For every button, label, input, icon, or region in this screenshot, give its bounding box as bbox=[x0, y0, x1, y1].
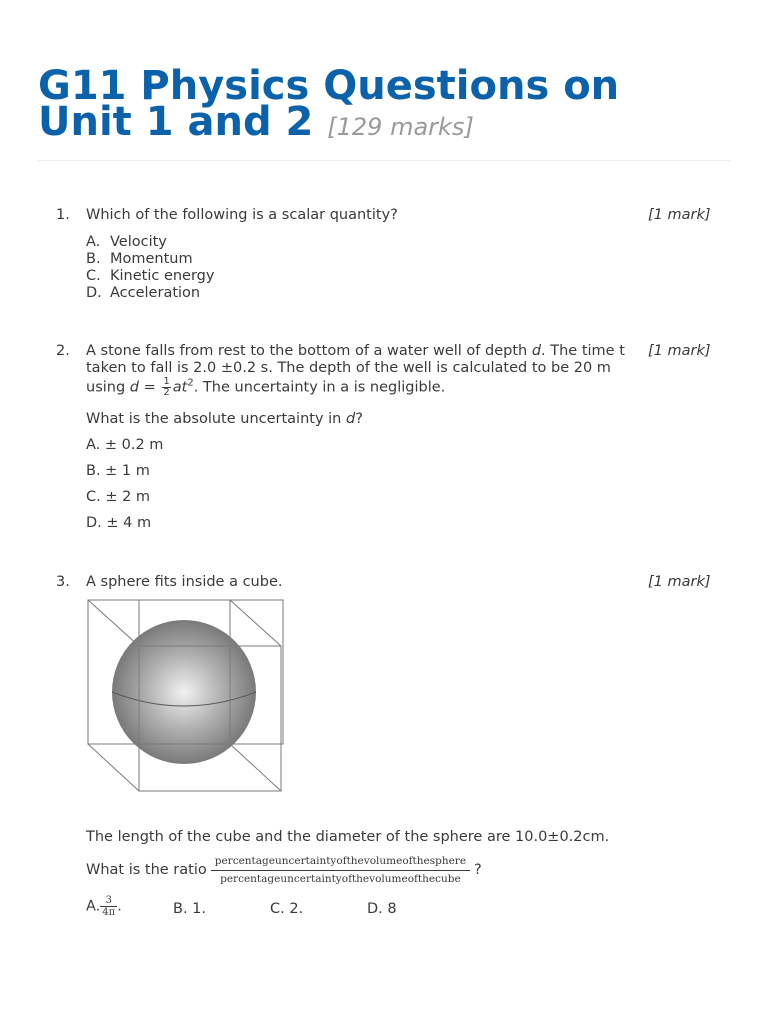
denominator: 4π bbox=[102, 907, 116, 918]
question-mark: ? bbox=[474, 862, 482, 878]
option-letter: C. bbox=[86, 268, 101, 284]
text: ? bbox=[355, 411, 363, 427]
sphere bbox=[112, 620, 256, 764]
page-title bbox=[38, 63, 738, 145]
sphere-in-cube-figure bbox=[86, 598, 286, 794]
option-c: C. 2. bbox=[270, 901, 304, 917]
option-a bbox=[86, 895, 122, 918]
total-marks: [129 marks] bbox=[327, 113, 474, 141]
numerator: 1 bbox=[163, 376, 170, 387]
variable-d: d bbox=[345, 411, 356, 427]
denominator: 2 bbox=[163, 387, 170, 398]
question-marks: [1 mark] bbox=[648, 343, 711, 359]
question-text-line-3 bbox=[86, 377, 445, 398]
fraction-3-over-4pi bbox=[100, 895, 117, 918]
option-b: B. 1. bbox=[173, 901, 207, 917]
question-text-line-2: taken to fall is 2.0 ±0.2 s. The depth of the well is calculated to be 20 m bbox=[86, 360, 611, 376]
question-prompt bbox=[86, 411, 363, 428]
question-marks: [1 mark] bbox=[648, 574, 711, 590]
text: . bbox=[117, 898, 122, 915]
option-d bbox=[86, 285, 200, 302]
option-text: Velocity bbox=[110, 234, 167, 250]
option-letter: A. bbox=[86, 898, 101, 915]
fraction-half bbox=[162, 377, 170, 398]
option-b: B. ± 1 m bbox=[86, 463, 150, 479]
text: . The uncertainty in a is negligible. bbox=[193, 379, 446, 396]
question-text: A sphere fits inside a cube. bbox=[86, 574, 283, 590]
question-number: 3. bbox=[56, 574, 70, 590]
text: . The time t bbox=[541, 343, 625, 359]
question-text-line-1 bbox=[86, 343, 625, 360]
option-c bbox=[86, 268, 214, 285]
variable-d: d bbox=[129, 379, 139, 396]
option-text: Kinetic energy bbox=[110, 268, 215, 284]
ratio-prompt bbox=[86, 853, 482, 887]
text: What is the absolute uncertainty in bbox=[86, 411, 346, 427]
title-line-2: Unit 1 and 2 bbox=[38, 99, 314, 145]
title-line-1: G11 Physics Questions on bbox=[38, 63, 620, 109]
denominator: percentageuncertaintyofthevolumeofthecube bbox=[220, 872, 461, 885]
option-a: A. ± 0.2 m bbox=[86, 437, 164, 453]
exponent: 2 bbox=[187, 377, 194, 389]
option-letter: B. bbox=[86, 251, 101, 267]
option-a bbox=[86, 234, 167, 251]
cube-sphere-statement: The length of the cube and the diameter of the sphere are 10.0±0.2cm. bbox=[86, 829, 610, 845]
question-number: 2. bbox=[56, 343, 70, 359]
option-text: Momentum bbox=[110, 251, 193, 267]
question-text: Which of the following is a scalar quantity? bbox=[86, 207, 398, 223]
question-marks: [1 mark] bbox=[648, 207, 711, 223]
ratio-fraction bbox=[211, 855, 470, 886]
option-b bbox=[86, 251, 193, 268]
text: A stone falls from rest to the bottom of a water well of depth bbox=[86, 343, 532, 359]
numerator: percentageuncertaintyofthevolumeofthesphere bbox=[211, 855, 470, 871]
option-c: C. ± 2 m bbox=[86, 489, 151, 505]
equals-sign: = bbox=[139, 379, 161, 396]
numerator: 3 bbox=[100, 895, 117, 907]
text: using bbox=[86, 379, 130, 396]
question-number: 1. bbox=[56, 207, 70, 223]
option-text: Acceleration bbox=[110, 285, 201, 301]
option-d: D. 8 bbox=[367, 901, 397, 917]
option-d: D. ± 4 m bbox=[86, 515, 152, 531]
title-divider bbox=[38, 160, 730, 161]
variable-at: at bbox=[172, 379, 188, 396]
option-letter: D. bbox=[86, 285, 102, 301]
option-letter: A. bbox=[86, 234, 101, 250]
text: What is the ratio bbox=[86, 862, 207, 878]
variable-d: d bbox=[531, 343, 542, 359]
